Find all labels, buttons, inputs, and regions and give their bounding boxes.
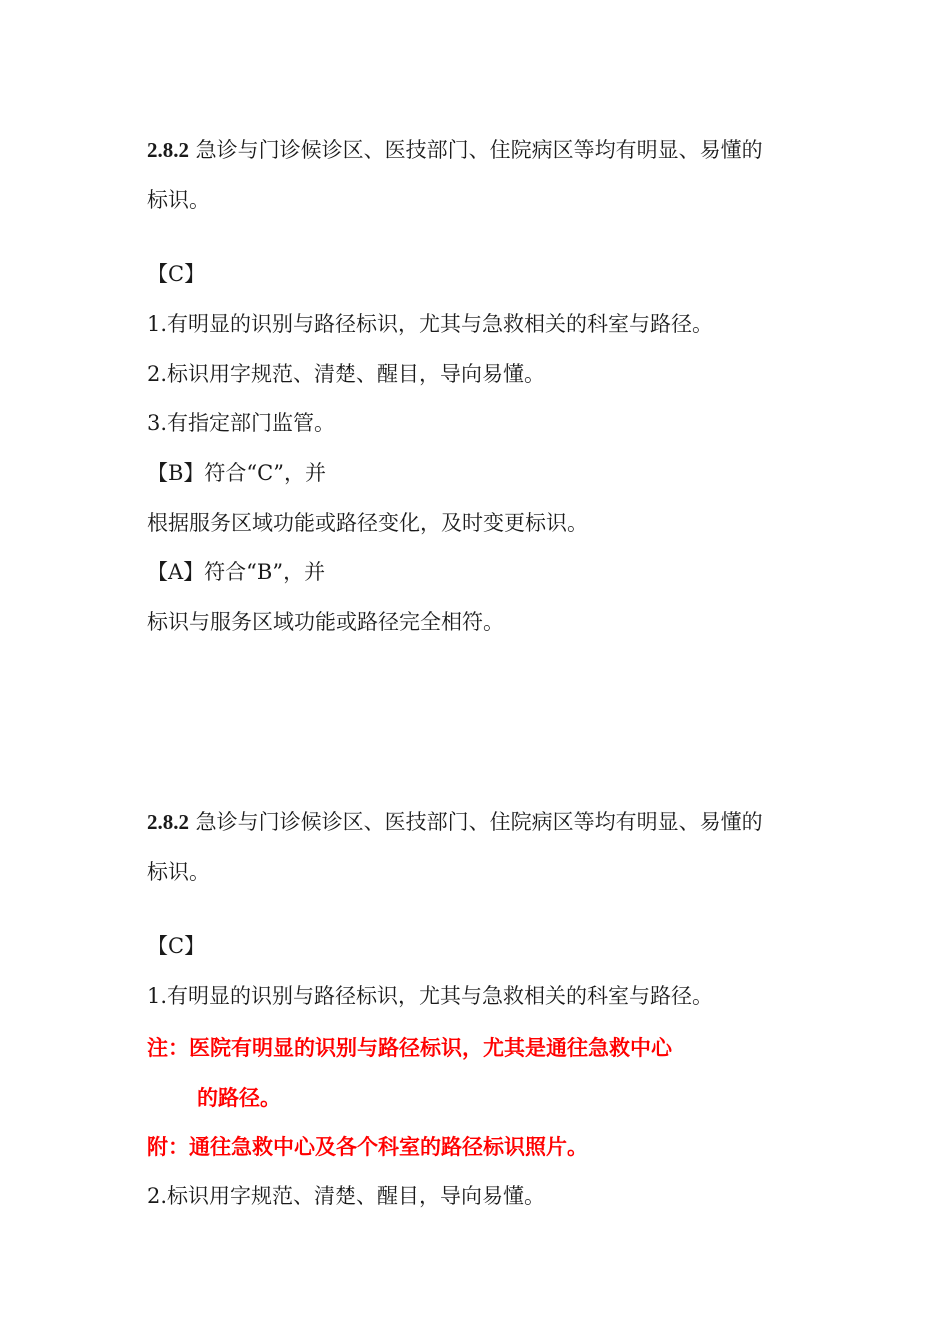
- c-item-1: 1.有明显的识别与路径标识，尤其与急救相关的科室与路径。: [147, 312, 714, 336]
- section-number: 2.8.2: [147, 810, 189, 834]
- section-2-heading-cont: 标识。: [147, 860, 210, 884]
- c-item-2: 2.标识用字规范、清楚、醒目，导向易懂。: [147, 362, 546, 386]
- c-item-2-2: 2.标识用字规范、清楚、醒目，导向易懂。: [147, 1184, 546, 1208]
- c-item-3: 3.有指定部门监管。: [147, 411, 336, 435]
- section-2-heading: [147, 808, 827, 836]
- section-number: 2.8.2: [147, 138, 189, 162]
- grade-a-label: 【A】符合“B”，并: [147, 560, 326, 584]
- grade-c-label-2: 【C】: [147, 934, 206, 958]
- a-item: 标识与服务区域功能或路径完全相符。: [147, 610, 504, 634]
- section-1-heading-cont: 标识。: [147, 188, 210, 212]
- heading-text: 急诊与门诊候诊区、医技部门、住院病区等均有明显、易懂的: [189, 138, 763, 162]
- c-item-1-2: 1.有明显的识别与路径标识，尤其与急救相关的科室与路径。: [147, 984, 714, 1008]
- grade-c-label: 【C】: [147, 262, 206, 286]
- note-line-2: 的路径。: [197, 1086, 281, 1110]
- section-1-heading: [147, 136, 827, 164]
- note-line-1: 注：医院有明显的识别与路径标识，尤其是通往急救中心: [147, 1036, 672, 1060]
- grade-b-label: 【B】符合“C”，并: [147, 461, 326, 485]
- attachment-line: 附：通往急救中心及各个科室的路径标识照片。: [147, 1135, 588, 1159]
- heading-text: 急诊与门诊候诊区、医技部门、住院病区等均有明显、易懂的: [189, 810, 763, 834]
- b-item: 根据服务区域功能或路径变化，及时变更标识。: [147, 511, 588, 535]
